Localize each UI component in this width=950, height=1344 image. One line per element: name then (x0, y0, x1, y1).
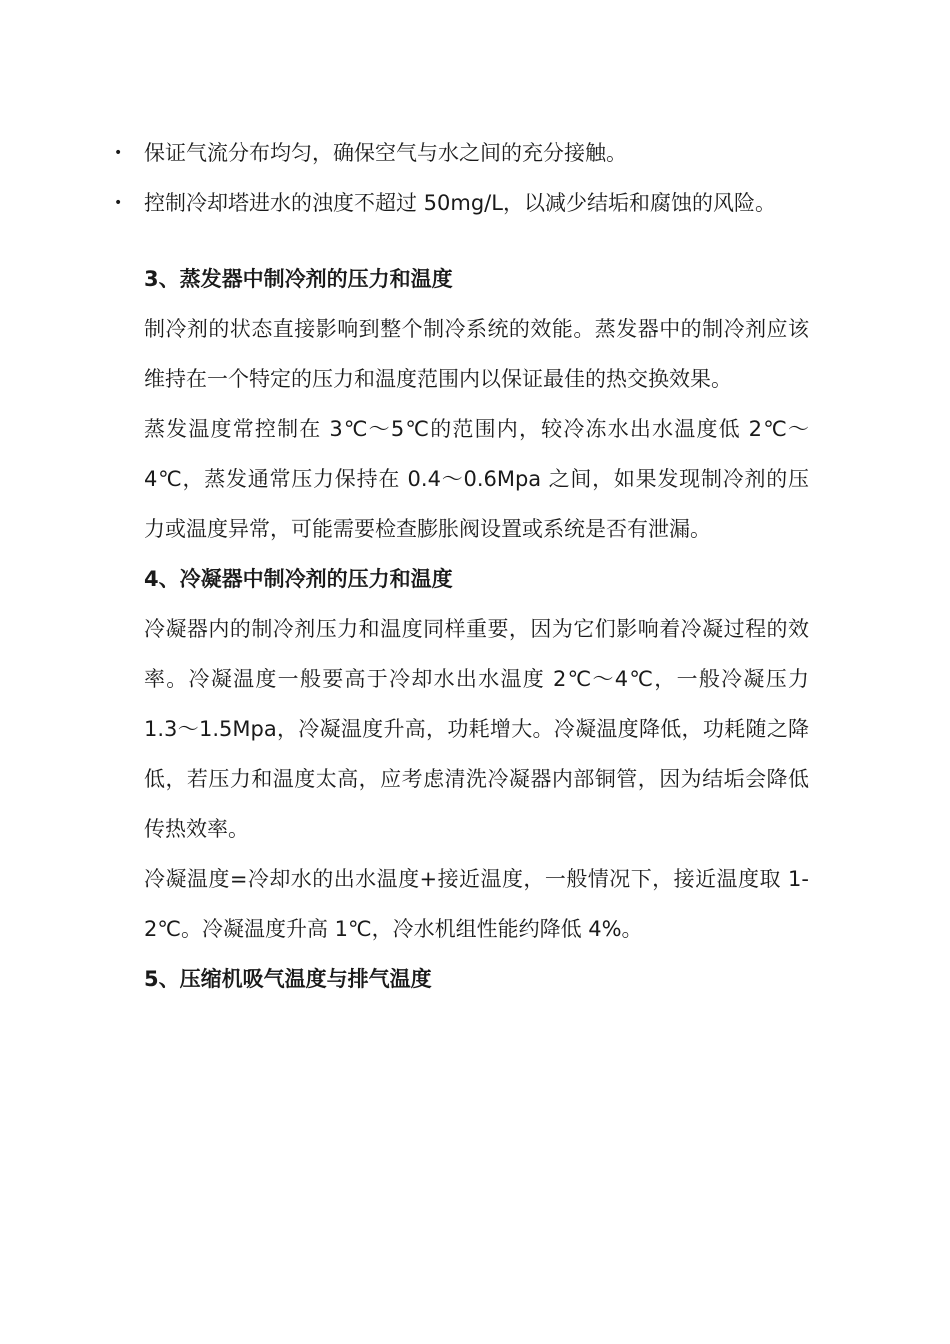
bullet-dot-icon: • (114, 145, 123, 161)
evaporator-paragraph-2: 蒸发温度常控制在 3℃～5℃的范围内，较冷冻水出水温度低 2℃～4℃，蒸发通常压力保持在 0.4～0.6Mpa 之间，如果发现制冷剂的压力或温度异常，可能需要检查膨胀阀设置或系统是否有泄漏。 (144, 417, 809, 541)
bullet-item-turbidity (114, 178, 809, 228)
document-body (114, 128, 809, 1004)
section-spacer (144, 228, 809, 254)
bullet-item-airflow (114, 128, 809, 178)
bullet-text: 保证气流分布均匀，确保空气与水之间的充分接触。 (144, 141, 627, 165)
section-heading-compressor: 5、压缩机吸气温度与排气温度 (144, 967, 432, 991)
condenser-paragraph-2: 冷凝温度=冷却水的出水温度+接近温度，一般情况下，接近温度取 1-2℃。冷凝温度升高 1℃，冷水机组性能约降低 4%。 (144, 867, 809, 941)
evaporator-paragraph-1: 制冷剂的状态直接影响到整个制冷系统的效能。蒸发器中的制冷剂应该维持在一个特定的压力和温度范围内以保证最佳的热交换效果。 (144, 317, 809, 391)
section-heading-evaporator: 3、蒸发器中制冷剂的压力和温度 (144, 267, 453, 291)
section-heading-condenser: 4、冷凝器中制冷剂的压力和温度 (144, 567, 453, 591)
bullet-text: 控制冷却塔进水的浊度不超过 50mg/L，以减少结垢和腐蚀的风险。 (144, 191, 776, 215)
bullet-list (114, 128, 809, 228)
condenser-paragraph-1: 冷凝器内的制冷剂压力和温度同样重要，因为它们影响着冷凝过程的效率。冷凝温度一般要高于冷却水出水温度 2℃～4℃，一般冷凝压力 1.3～1.5Mpa，冷凝温度升高，功耗增大。冷凝温度降低，功耗随之降低，若压力和温度太高，应考虑清洗冷凝器内部铜管，因为结垢会降低传热效率。 (144, 617, 809, 841)
bullet-dot-icon: • (114, 195, 123, 211)
